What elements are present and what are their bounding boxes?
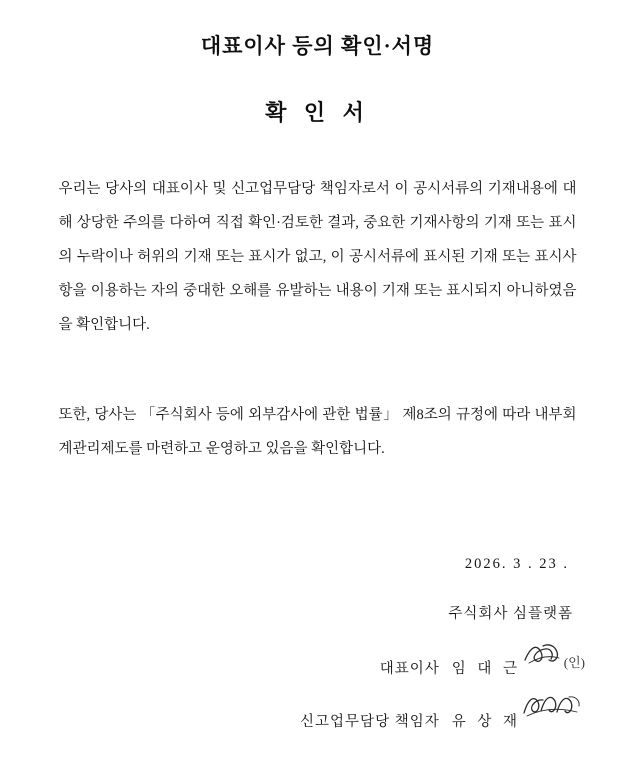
signature-seal (525, 652, 583, 678)
body-paragraph-2: 또한, 당사는 「주식회사 등에 외부감사에 관한 법률」 제8조의 규정에 따라 내부회계관리제도를 마련하고 운영하고 있음을 확인합니다. (58, 407, 577, 458)
handwritten-signature-icon (521, 691, 585, 723)
seal-label: (인) (563, 655, 585, 670)
body-paragraph-1: 우리는 당사의 대표이사 및 신고업무담당 책임자로서 이 공시서류의 기재내용에 대해 상당한 주의를 다하여 직접 확인·검토한 결과, 중요한 기재사항의 기재 또는 표시의 누락이나 허위의 기재 또는 표시가 없고, 이 공시서류에 표시된 기재 또는 표시사항을 이용하는 자의 중대한 오해를 유발하는 내용이 기재 또는 표시되지 아니하였음을 확인합니다. (58, 181, 577, 334)
document-page (0, 30, 635, 780)
document-title: 확 인 서 (265, 100, 370, 125)
signer-role: 신고업무담당 책임자 (300, 714, 440, 730)
signature-seal (525, 705, 583, 731)
signer-row (103, 652, 583, 678)
signer-name: 유 상 재 (451, 714, 521, 730)
signer-name: 임 대 근 (451, 661, 521, 677)
signature-block (103, 556, 583, 758)
signer-role: 대표이사 (379, 661, 440, 677)
signer-row (103, 705, 583, 731)
company-name: 주식회사 심플랫폼 (448, 606, 573, 622)
signature-date: 2026. 3 . 23 . (464, 556, 569, 572)
document-heading: 대표이사 등의 확인·서명 (200, 34, 435, 58)
